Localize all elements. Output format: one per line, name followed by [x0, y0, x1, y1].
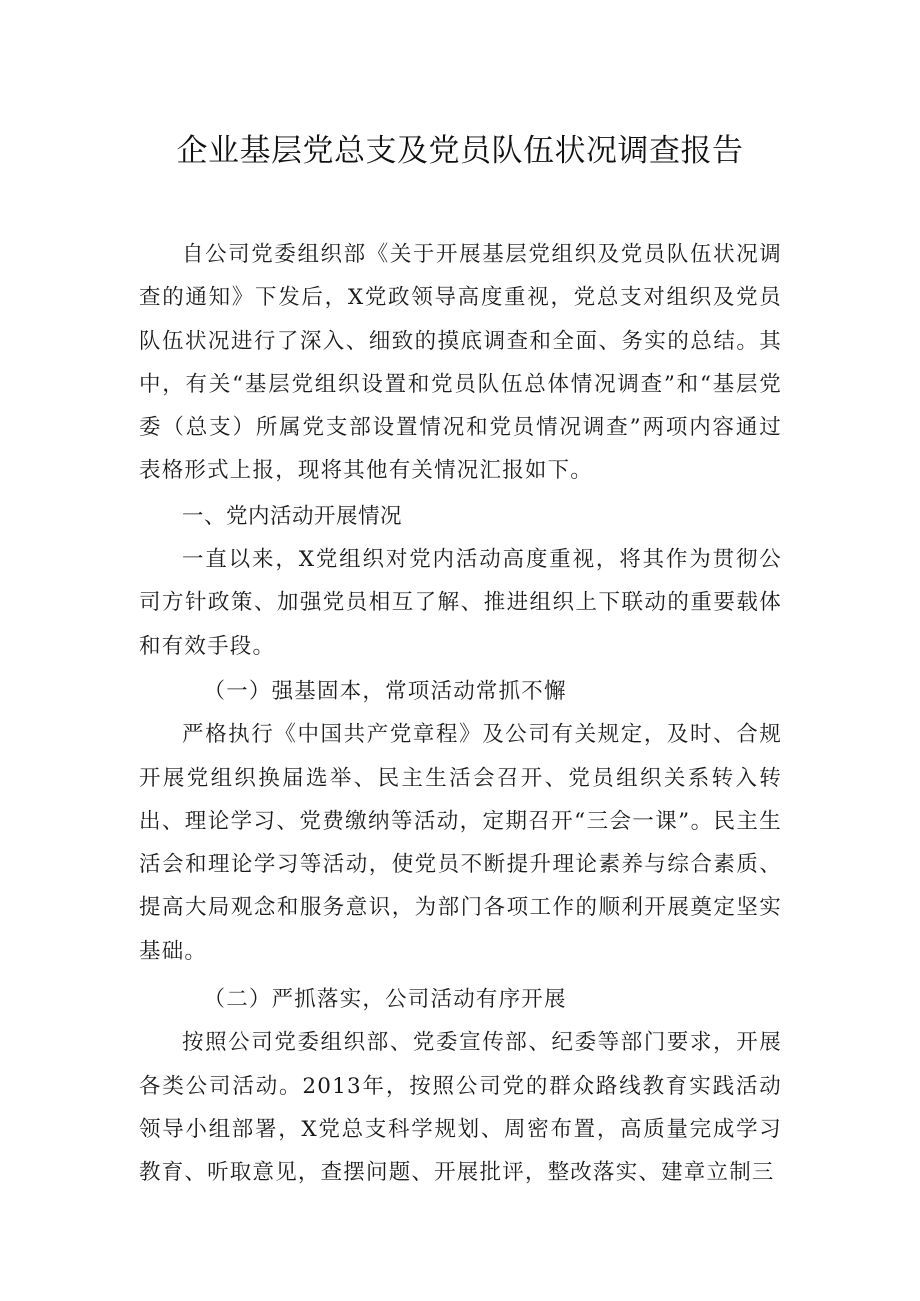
section-1-paragraph: 一直以来，X党组织对党内活动高度重视，将其作为贯彻公司方针政策、加强党员相互了解、推进组织上下联动的重要载体和有效手段。 [139, 547, 782, 659]
subsection-1-paragraph: 严格执行《中国共产党章程》及公司有关规定，及时、合规开展党组织换届选举、民主生活会召开、党员组织关系转入转出、理论学习、党费缴纳等活动，定期召开“三会一课”。民主生活会和理论学习等活动，使党员不断提升理论素养与综合素质、提高大局观念和服务意识，为部门各项工作的顺利开展奠定坚实基础。 [139, 722, 782, 964]
subsection-1-heading: （一）强基固本，常项活动常抓不懈 [203, 678, 567, 704]
section-1-heading: 一、党内活动开展情况 [182, 503, 403, 529]
intro-paragraph: 自公司党委组织部《关于开展基层党组织及党员队伍状况调查的通知》下发后，X党政领导高度重视，党总支对组织及党员队伍状况进行了深入、细致的摸底调查和全面、务实的总结。其中，有关“基层党组织设置和党员队伍总体情况调查”和“基层党委（总支）所属党支部设置情况和党员情况调查”两项内容通过表格形式上报，现将其他有关情况汇报如下。 [139, 242, 782, 484]
subsection-2-heading: （二）严抓落实，公司活动有序开展 [203, 987, 567, 1013]
document-title: 企业基层党总支及党员队伍状况调查报告 [176, 133, 744, 169]
subsection-2-paragraph: 按照公司党委组织部、党委宣传部、纪委等部门要求，开展各类公司活动。2013年，按照公司党的群众路线教育实践活动领导小组部署，X党总支科学规划、周密布置，高质量完成学习教育、听取意见，查摆问题、开展批评，整改落实、建章立制三 [139, 1030, 782, 1186]
document-body [139, 233, 782, 1195]
